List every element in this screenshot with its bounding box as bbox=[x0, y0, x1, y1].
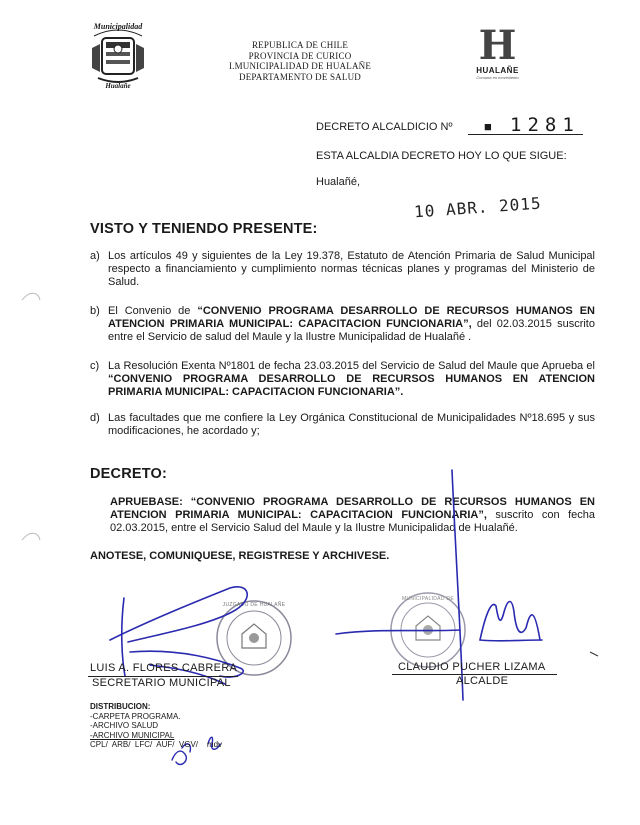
logo-tagline: Comuna en movimiento bbox=[476, 75, 519, 80]
decree-number-mark: ■ bbox=[484, 119, 492, 134]
convenio-title: “CONVENIO PROGRAMA DESARROLLO DE RECURSOS HUMANOS EN ATENCION PRIMARIA MUNICIPAL: CAPACITACION FUNCIONARIA”, bbox=[108, 305, 595, 330]
logo-h-letter: H bbox=[478, 22, 517, 69]
date-stamp: 10 ABR. 2015 bbox=[413, 193, 543, 222]
convenio-title: “CONVENIO PROGRAMA DESARROLLO DE RECURSOS HUMANOS EN ATENCION PRIMARIA MUNICIPAL: CAPACITACION FUNCIONARIA”. bbox=[108, 373, 595, 398]
decree-number-label: DECRETO ALCALDICIO Nº bbox=[316, 121, 453, 133]
item-label: b) bbox=[90, 305, 100, 317]
right-signer-name: CLAUDIO PUCHER LIZAMA bbox=[398, 661, 546, 673]
decreto-heading: DECRETO: bbox=[90, 466, 168, 482]
left-signer-name: LUIS A. FLORES CABRERA bbox=[90, 662, 238, 674]
punch-hole-mark bbox=[22, 533, 40, 540]
item-text: Las facultades que me confiere la Ley Orgánica Constitucional de Municipalidades Nº18.695 y sus modificaciones, he acordado y; bbox=[108, 412, 595, 437]
right-seal-text: MUNICIPALIDAD DE bbox=[402, 596, 454, 602]
visto-heading: VISTO Y TENIENDO PRESENTE: bbox=[90, 221, 318, 237]
distribution-item: -ARCHIVO MUNICIPAL bbox=[90, 730, 175, 740]
item-text: Los artículos 49 y siguientes de la Ley 19.378, Estatuto de Atención Primaria de Salud Municipal respecto a financiamiento y cumplimiento normas técnicas planes y programas del Ministerio de Salud. bbox=[108, 250, 595, 288]
distribution-heading: DISTRIBUCION: bbox=[90, 702, 151, 711]
distribution-item: -ARCHIVO SALUD bbox=[90, 721, 159, 730]
crest-top-text: Municipalidad bbox=[93, 22, 143, 31]
closing-formula: ANOTESE, COMUNIQUESE, REGISTRESE Y ARCHIVESE. bbox=[90, 550, 390, 562]
distribution-block bbox=[90, 702, 222, 750]
item-label: a) bbox=[90, 250, 100, 262]
decree-number-value: 1281 bbox=[510, 114, 580, 136]
logo-name: HUALAÑE bbox=[476, 66, 519, 75]
punch-hole-mark bbox=[22, 293, 40, 300]
item-label: d) bbox=[90, 412, 100, 424]
left-seal-text: JUZGADO DE HUALAÑE bbox=[222, 602, 286, 608]
decreto-body: APRUEBASE: “CONVENIO PROGRAMA DESARROLLO DE RECURSOS HUMANOS EN ATENCION PRIMARIA MUNICIPAL: CAPACITACION FUNCIONARIA”, suscrito con fecha 02.03.2015, entre el Servicio Salud del Maule y la Ilustre Municipalidad de Hualañé. bbox=[110, 496, 595, 534]
item-text: El Convenio de “CONVENIO PROGRAMA DESARROLLO DE RECURSOS HUMANOS EN ATENCION PRIMARIA MUNICIPAL: CAPACITACION FUNCIONARIA”, del 02.03.2015 suscrito entre el Servicio de salud del Maule y la Ilustre Municipalidad de Hualañé . bbox=[108, 305, 595, 343]
letterhead-line: DEPARTAMENTO DE SALUD bbox=[239, 71, 361, 82]
item-text: La Resolución Exenta Nº1801 de fecha 23.03.2015 del Servicio de Salud del Maule que Aprueba el “CONVENIO PROGRAMA DESARROLLO DE RECURSOS HUMANOS EN ATENCION PRIMARIA MUNICIPAL: CAPACITACION FUNCIONARIA”. bbox=[108, 360, 595, 398]
distribution-item: -CARPETA PROGRAMA. bbox=[90, 711, 181, 721]
letterhead-line: REPUBLICA DE CHILE bbox=[251, 40, 349, 50]
distribution-initials: CPL/ ARB/ LFC/ AUF/ VGV/ mdv bbox=[90, 740, 223, 749]
left-signer-title: SECRETARIO MUNICIPAL bbox=[92, 677, 231, 689]
decree-place: Hualañé, bbox=[316, 176, 361, 188]
item-label: c) bbox=[90, 360, 100, 372]
letterhead-line: PROVINCIA DE CURICO bbox=[248, 50, 352, 61]
margin-mark bbox=[590, 652, 598, 656]
apruebase-text: APRUEBASE: “CONVENIO PROGRAMA DESARROLLO DE RECURSOS HUMANOS EN ATENCION PRIMARIA MUNICIPAL: CAPACITACION FUNCIONARIA”, bbox=[110, 496, 595, 521]
letterhead-line: I.MUNICIPALIDAD DE HUALAÑE bbox=[228, 61, 372, 71]
decree-intro: ESTA ALCALDIA DECRETO HOY LO QUE SIGUE: bbox=[316, 150, 567, 162]
crest-bottom-text: Hualañe bbox=[105, 82, 131, 90]
right-signer-title: ALCALDE bbox=[456, 675, 509, 687]
